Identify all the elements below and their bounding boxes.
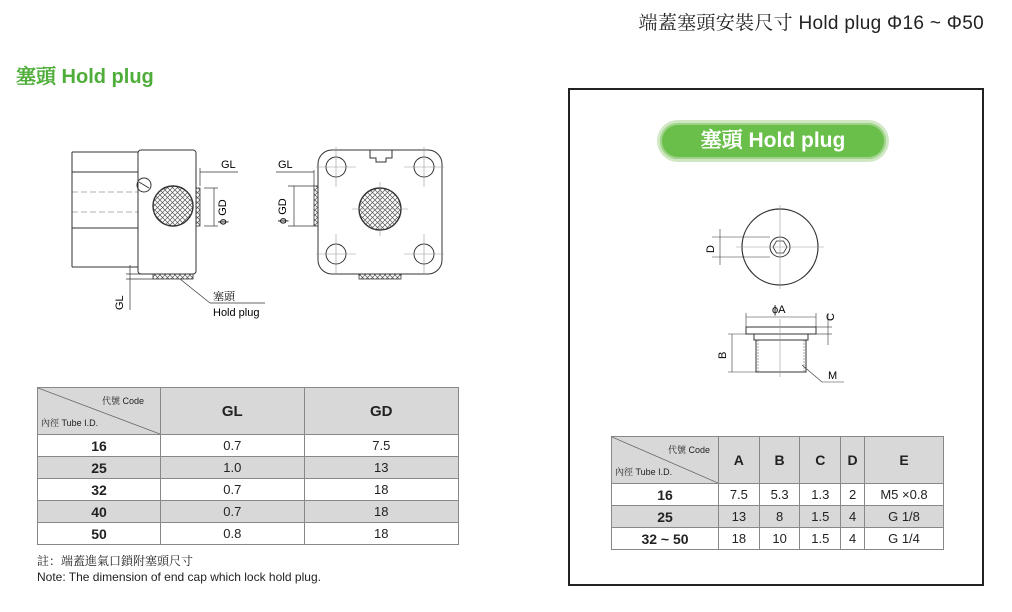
cell-e: G 1/8 <box>865 506 944 528</box>
cell-a: 18 <box>719 528 760 550</box>
cell-gl: 0.7 <box>161 479 305 501</box>
row-bore: 16 <box>38 435 161 457</box>
column-header-c: C <box>800 437 841 484</box>
column-header-a: A <box>719 437 760 484</box>
cell-a: 7.5 <box>719 484 760 506</box>
column-header-b: B <box>759 437 800 484</box>
gd-label-front: ϕ GD <box>277 198 289 224</box>
footnote-zh: 註：端蓋進氣口鎖附塞頭尺寸 <box>37 554 194 568</box>
table-header-row <box>38 388 459 435</box>
end-cap-drawing <box>60 140 460 325</box>
table-row <box>38 457 459 479</box>
hold-plug-drawing <box>690 205 860 395</box>
column-header-d: D <box>841 437 865 484</box>
row-bore: 32 ~ 50 <box>612 528 719 550</box>
cell-gl: 1.0 <box>161 457 305 479</box>
table-row <box>612 506 944 528</box>
cell-c: 1.5 <box>800 506 841 528</box>
table-row <box>38 501 459 523</box>
cell-b: 10 <box>759 528 800 550</box>
cell-d: 4 <box>841 528 865 550</box>
cell-e: M5 ×0.8 <box>865 484 944 506</box>
cell-b: 5.3 <box>759 484 800 506</box>
cell-gd: 18 <box>304 479 458 501</box>
table-header-row <box>612 437 944 484</box>
cell-d: 2 <box>841 484 865 506</box>
gl-label-front: GL <box>278 159 293 171</box>
cell-gl: 0.8 <box>161 523 305 545</box>
row-bore: 40 <box>38 501 161 523</box>
cell-gd: 7.5 <box>304 435 458 457</box>
corner-code-label: 代號 Code <box>667 445 710 455</box>
cell-e: G 1/4 <box>865 528 944 550</box>
cell-gd: 18 <box>304 501 458 523</box>
c-label: C <box>825 313 837 321</box>
table-row <box>38 479 459 501</box>
hold-plug-pill-title: 塞頭 Hold plug <box>657 120 889 162</box>
section-title: 塞頭 Hold plug <box>16 66 154 88</box>
corner-code-label: 代號 Code <box>101 396 144 406</box>
m-label: M <box>828 370 838 382</box>
row-bore: 25 <box>612 506 719 528</box>
page-header: 端蓋塞頭安裝尺寸 Hold plug Φ16 ~ Φ50 <box>638 13 984 34</box>
d-label: D <box>705 245 717 253</box>
row-bore: 25 <box>38 457 161 479</box>
cell-c: 1.3 <box>800 484 841 506</box>
corner-tube-label: 內徑 Tube I.D. <box>41 418 99 428</box>
column-header-gd: GD <box>304 388 458 435</box>
column-header-e: E <box>865 437 944 484</box>
table-row <box>38 435 459 457</box>
table-row <box>612 528 944 550</box>
table-corner <box>38 388 161 435</box>
gl-gd-table <box>37 387 459 545</box>
hold-plug-panel <box>568 88 984 586</box>
table-row <box>38 523 459 545</box>
b-label: B <box>717 351 729 359</box>
footnote-en: Note: The dimension of end cap which lock hold plug. <box>37 570 321 584</box>
footnote <box>37 553 321 585</box>
hold-plug-label-zh: 塞頭 <box>213 291 235 303</box>
hold-plug-dimension-table <box>611 436 944 550</box>
column-header-gl: GL <box>161 388 305 435</box>
hold-plug-label-en: Hold plug <box>213 307 260 319</box>
row-bore: 16 <box>612 484 719 506</box>
cell-gl: 0.7 <box>161 501 305 523</box>
cell-gd: 18 <box>304 523 458 545</box>
table-corner <box>612 437 719 484</box>
cell-gd: 13 <box>304 457 458 479</box>
cell-gl: 0.7 <box>161 435 305 457</box>
cell-a: 13 <box>719 506 760 528</box>
cell-c: 1.5 <box>800 528 841 550</box>
a-label: ϕA <box>772 304 786 316</box>
table-row <box>612 484 944 506</box>
cell-b: 8 <box>759 506 800 528</box>
gl-label-bottom: GL <box>114 295 126 310</box>
row-bore: 32 <box>38 479 161 501</box>
corner-tube-label: 內徑 Tube I.D. <box>615 467 673 477</box>
row-bore: 50 <box>38 523 161 545</box>
gl-label-top: GL <box>221 159 236 171</box>
cell-d: 4 <box>841 506 865 528</box>
gd-label-side: ϕ GD <box>217 199 229 225</box>
